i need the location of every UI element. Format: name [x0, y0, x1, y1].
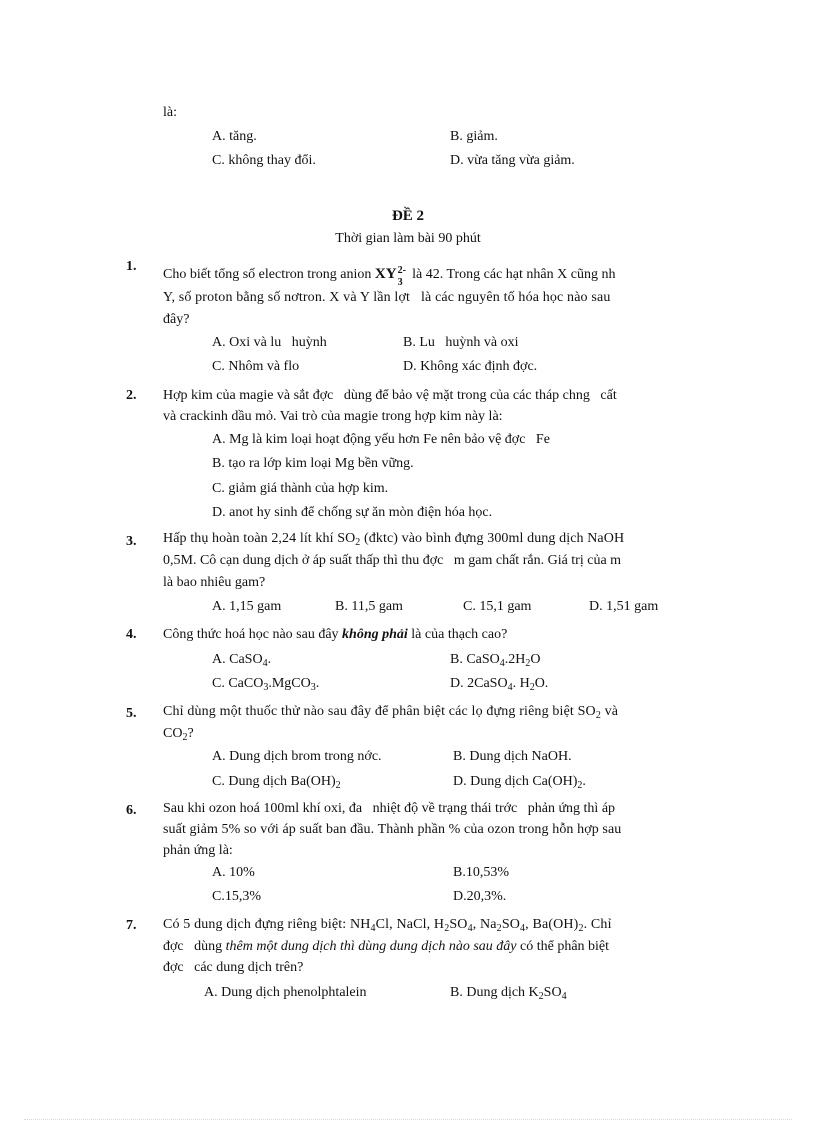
option-b: B. tạo ra lớp kim loại Mg bền vững.	[212, 456, 414, 471]
question-number: 3.	[126, 534, 137, 549]
option-a: A. Dung dịch brom trong nớc.	[212, 749, 382, 764]
question-number: 4.	[126, 627, 137, 642]
question-text: 0,5M. Cô cạn dung dịch ở áp suất thấp thì thu đợc m gam chất rắn. Giá trị của m	[163, 553, 622, 568]
question-text: Cho biết tổng số electron trong anion XY 2- 3 là 42. Trong các hạt nhân X cũng nh	[163, 265, 616, 288]
option-b: B. Lu huỳnh và oxi	[403, 335, 519, 350]
question-number: 1.	[126, 259, 137, 274]
option-a: A. CaSO$_4$.	[212, 652, 272, 669]
option-c: C. không thay đổi.	[212, 153, 316, 168]
option-b: B. giảm.	[450, 129, 498, 144]
option-d: D. Dung dịch $Ca(OH)_2$.	[453, 774, 586, 791]
option-b: B. $CaSO_4.2H_2O$	[450, 652, 541, 669]
question-text: đợc các dung dịch trên?	[163, 960, 304, 975]
option-c: C. CaCO$_3$.MgCO$_3$.	[212, 676, 320, 693]
option-b: B. 11,5 gam	[335, 599, 403, 614]
question-text: Sau khi ozon hoá 100ml khí oxi, đa nhiệt độ về trạng thái trớc phản ứng thì áp	[163, 801, 616, 816]
option-d: D.20,3%.	[453, 889, 507, 904]
option-a: A. Mg là kim loại hoạt động yếu hơn Fe nên bảo vệ đợc Fe	[212, 432, 550, 447]
option-d: D. anot hy sinh để chống sự ăn mòn điện hóa học.	[212, 505, 493, 520]
option-c: C. giảm giá thành của hợp kim.	[212, 481, 389, 496]
question-text: Hợp kim của magie và sắt đợc dùng để bảo vệ mặt trong của các tháp chng cất	[163, 388, 617, 403]
option-a: A. Dung dịch phenolphtalein	[204, 985, 367, 1000]
page-bottom-divider	[24, 1119, 792, 1120]
anion-formula: XY 2- 3	[374, 265, 406, 288]
italic-text: thêm một dung dịch thì dùng dung dịch nào sau đây	[225, 939, 517, 954]
question-text: đây?	[163, 312, 190, 327]
question-text: Có 5 dung dịch đựng riêng biệt: $NH_4Cl$, NaCl, $H_2SO_4$, $Na_2SO_4$, $Ba(OH)_2$. Chỉ	[163, 917, 612, 934]
question-text: $CO_2$?	[163, 726, 194, 743]
option-d: D. 1,51 gam	[589, 599, 659, 614]
section-subtitle: Thời gian làm bài 90 phút	[335, 231, 481, 246]
option-c: C. 15,1 gam	[463, 599, 532, 614]
option-d: D. 2CaSO$_4$. $H_2O$.	[450, 676, 549, 693]
option-d: D. Không xác định đợc.	[403, 359, 538, 374]
question-text: Y, số proton bằng số nơtron. X và Y lần lợt là các nguyên tố hóa học nào sau	[163, 290, 611, 305]
option-c: C. Dung dịch $Ba(OH)_2$	[212, 774, 341, 791]
option-b: B.10,53%	[453, 865, 509, 880]
option-a: A. 1,15 gam	[212, 599, 282, 614]
prev-question-tail: là:	[163, 105, 177, 120]
option-b: B. Dung dịch $K_2SO_4$	[450, 985, 567, 1002]
option-a: A. 10%	[212, 865, 255, 880]
question-number: 2.	[126, 388, 137, 403]
question-number: 6.	[126, 803, 137, 818]
option-d: D. vừa tăng vừa giảm.	[450, 153, 575, 168]
option-a: A. tăng.	[212, 129, 257, 144]
emphasis-text: không phải	[342, 627, 408, 642]
question-text: là bao nhiêu gam?	[163, 575, 266, 590]
question-text: đợc dùng thêm một dung dịch thì dùng dung dịch nào sau đây có thể phân biệt	[163, 939, 610, 954]
question-text: suất giảm 5% so với áp suất ban đầu. Thành phần % của ozon trong hỗn hợp sau	[163, 822, 622, 837]
option-c: C. Nhôm và flo	[212, 359, 300, 374]
question-number: 5.	[126, 706, 137, 721]
question-number: 7.	[126, 918, 137, 933]
section-title: ĐỀ 2	[391, 208, 425, 224]
option-a: A. Oxi và lu huỳnh	[212, 335, 327, 350]
question-text: và crackinh dầu mỏ. Vai trò của magie trong hợp kim này là:	[163, 409, 503, 424]
option-b: B. Dung dịch NaOH.	[453, 749, 572, 764]
question-text: Chỉ dùng một thuốc thử nào sau đây để phân biệt các lọ đựng riêng biệt $SO_2$ và	[163, 704, 619, 721]
option-c: C.15,3%	[212, 889, 261, 904]
question-text: phản ứng là:	[163, 843, 233, 858]
question-text: Công thức hoá học nào sau đây không phải là của thạch cao?	[163, 627, 508, 642]
question-text: Hấp thụ hoàn toàn 2,24 lít khí $SO_2$ (đktc) vào bình đựng 300ml dung dịch NaOH	[163, 531, 625, 548]
